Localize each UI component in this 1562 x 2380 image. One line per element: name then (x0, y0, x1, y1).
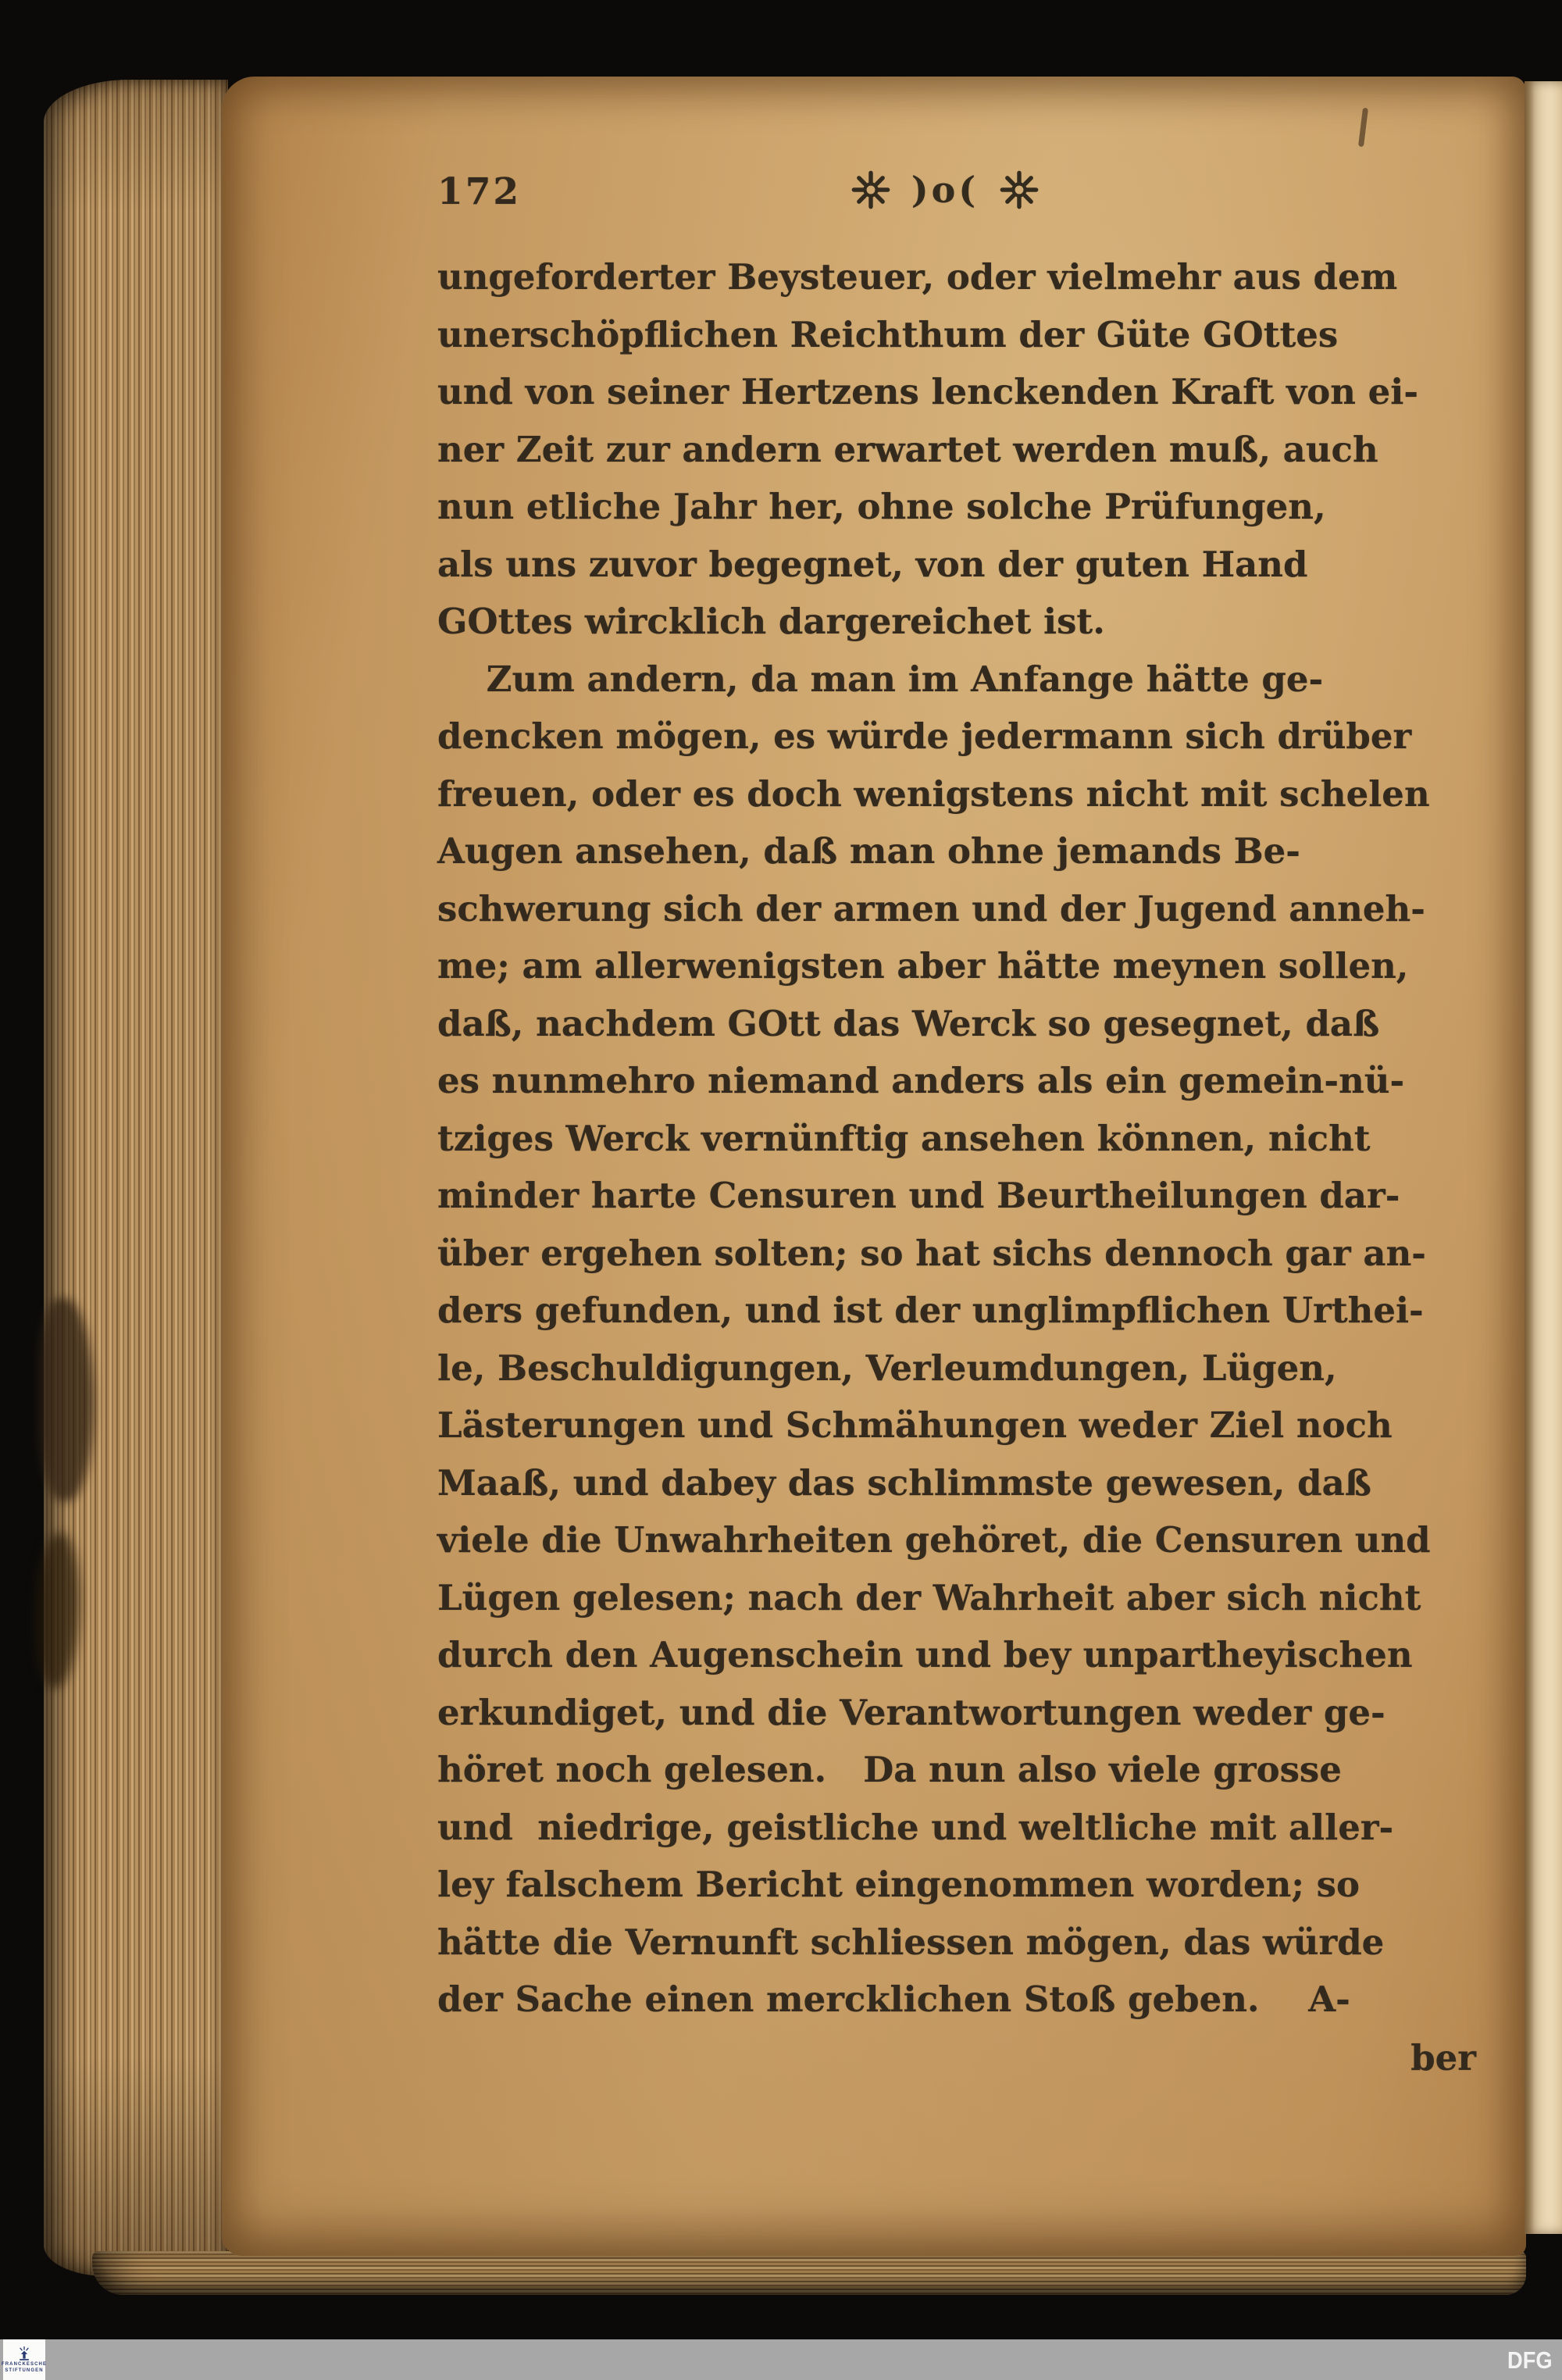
text-line: durch den Augenschein und bey unpartheyischen (437, 1634, 1413, 1675)
text-line: und niedrige, geistliche und weltliche mit aller- (437, 1806, 1394, 1848)
dfg-logo: DFG (1507, 2346, 1553, 2374)
text-line: als uns zuvor begegnet, von der guten Hand (437, 543, 1308, 585)
text-line: Lügen gelesen; nach der Wahrheit aber sich nicht (437, 1576, 1421, 1618)
text-line: es nunmehro niemand anders als ein gemein-nü- (437, 1060, 1405, 1101)
ornament-separator: )o( (911, 169, 979, 211)
text-line: Zum andern, da man im Anfange hätte ge- (437, 658, 1324, 700)
text-line: unerschöpflichen Reichthum der Güte GOttes (437, 313, 1339, 355)
text-line: tziges Werck vernünftig ansehen können, nicht (437, 1117, 1371, 1159)
fore-edge-rough-patch (36, 1533, 80, 1689)
adjacent-page-edge (1525, 81, 1562, 2234)
text-line: daß, nachdem GOtt das Werck so gesegnet, daß (437, 1002, 1380, 1044)
library-name-line2: STIFTUNGEN (5, 2368, 44, 2373)
text-line: ley falschem Bericht eingenommen worden; so (437, 1864, 1360, 1905)
page-number: 172 (437, 170, 522, 213)
library-logo-icon (16, 2346, 32, 2361)
text-line: schwerung sich der armen und der Jugend anneh- (437, 887, 1425, 930)
text-line: viele die Unwahrheiten gehöret, die Censuren und (437, 1519, 1431, 1561)
text-line: ders gefunden, und ist der unglimpflichen Urthei- (437, 1290, 1424, 1331)
text-line: und von seiner Hertzens lenckenden Kraft von ei- (437, 371, 1419, 412)
library-stamp (1, 2339, 48, 2380)
text-line: höret noch gelesen. Da nun also viele grosse (437, 1749, 1342, 1790)
text-line: der Sache einen mercklichen Stoß geben. A- (437, 1979, 1350, 2020)
text-line: Maaß, und dabey das schlimmste gewesen, daß (437, 1461, 1371, 1504)
text-line: erkundiget, und die Verantwortungen weder ge- (437, 1691, 1385, 1733)
fore-edge-rough-patch (39, 1298, 94, 1501)
body-text (437, 248, 1476, 2029)
catchword: ber (1410, 2037, 1476, 2078)
text-line: hätte die Vernunft schliessen mögen, das würde (437, 1921, 1385, 1963)
book-bottom-edge (92, 2251, 1526, 2295)
book-fore-edge (44, 80, 228, 2276)
text-line: minder harte Censuren und Beurtheilungen dar- (437, 1175, 1400, 1216)
footer-bar (0, 2339, 1562, 2380)
text-line: nun etliche Jahr her, ohne solche Prüfungen, (437, 486, 1326, 527)
library-name-line1: FRANCKESCHE (1, 2362, 48, 2367)
rosette-icon (999, 169, 1040, 210)
text-line: GOttes wircklich dargereichet ist. (437, 601, 1105, 642)
text-line: me; am allerwenigsten aber hätte meynen sollen, (437, 945, 1409, 987)
text-line: le, Beschuldigungen, Verleumdungen, Lügen, (437, 1347, 1337, 1389)
text-line: ungeforderter Beysteuer, oder vielmehr aus dem (437, 256, 1398, 298)
text-line: Lästerungen und Schmähungen weder Ziel noch (437, 1404, 1393, 1446)
text-line: über ergehen solten; so hat sichs dennoch gar an- (437, 1232, 1426, 1274)
text-line: Augen ansehen, daß man ohne jemands Be- (437, 830, 1300, 872)
text-line: dencken mögen, es würde jedermann sich drüber (437, 715, 1412, 757)
text-line: ner Zeit zur andern erwartet werden muß, auch (437, 428, 1378, 470)
header-ornament (797, 162, 1093, 217)
rosette-icon (851, 169, 891, 210)
text-line: freuen, oder es doch wenigstens nicht mit schelen (437, 773, 1430, 815)
